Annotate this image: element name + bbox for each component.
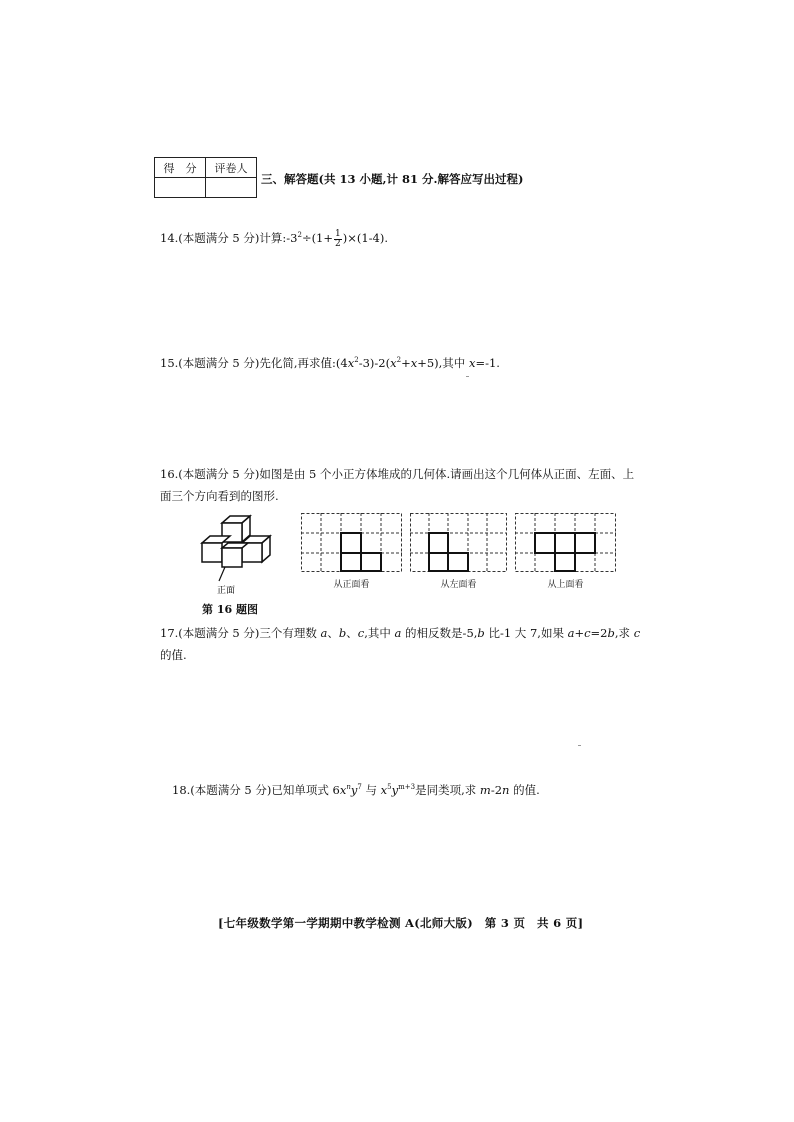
section-heading: 三、解答题(共 13 小题,计 81 分.解答应写出过程) (261, 172, 524, 186)
cube-stack-figure (195, 513, 285, 598)
grid-caption-left: 从左面看 (440, 580, 477, 590)
question-15: 15.(本题满分 5 分)先化简,再求值$:(4x^2-3)-2(x^2+x+5)$,其中 x=-1. (160, 356, 500, 370)
question-17: 17.(本题满分 5 分)三个有理数 a、b、c,其中 a 的相反数是-5,b 比-1 大 7,如果 a+c=2b,求 c 的值. (160, 626, 641, 662)
grid-top-view[interactable] (515, 513, 616, 589)
grader-label: 评卷人 (206, 158, 257, 178)
grid-left-view[interactable] (410, 513, 507, 589)
score-cell[interactable] (155, 178, 206, 198)
score-box (154, 157, 257, 198)
grader-cell[interactable] (206, 178, 257, 198)
scan-speck (578, 745, 581, 746)
figure-caption: 第 16 题图 (202, 603, 258, 616)
fraction-half: $\frac{1}{2}$ (335, 228, 341, 249)
question-16: 16.(本题满分 5 分)如图是由 5 个小正方体堆成的几何体.请画出这个几何体从正面、左面、上 面三个方向看到的图形. (160, 467, 635, 503)
question-14: 14.(本题满分 5 分)计算$:-3^2\div(1+$ $\frac{1}{2}$ )×(1-4). (160, 228, 389, 249)
front-view-label: 正面 (217, 586, 236, 596)
grid-front-view[interactable] (301, 513, 402, 589)
scan-speck (466, 376, 469, 377)
question-18: 18.(本题满分 5 分)已知单项式 $6x^ny^7$ 与 $x^5y^{m+3}$是同类项,求 m-2n 的值. (172, 783, 540, 797)
grid-caption-top: 从上面看 (547, 580, 584, 590)
page-footer: [七年级数学第一学期期中教学检测 A(北师大版) 第 3 页 共 6 页] (218, 916, 584, 930)
grid-caption-front: 从正面看 (333, 580, 370, 590)
score-label: 得 分 (155, 158, 206, 178)
